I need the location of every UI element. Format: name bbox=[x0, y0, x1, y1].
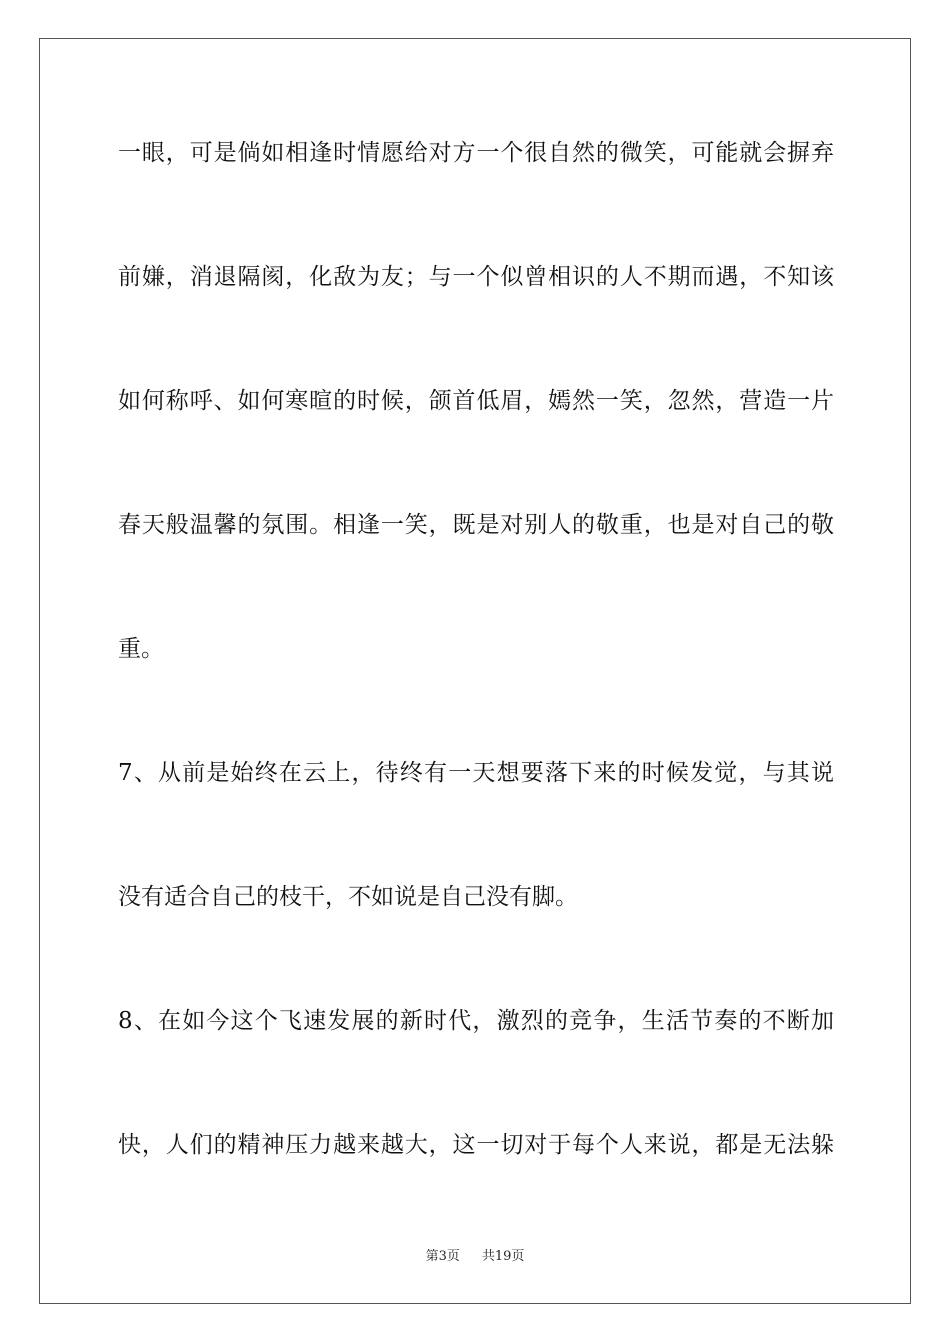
body-text-line: 7、从前是始终在云上，待终有一天想要落下来的时候发觉，与其说 bbox=[118, 760, 834, 786]
body-text-line: 没有适合自己的枝干，不如说是自己没有脚。 bbox=[118, 884, 578, 910]
body-text-line: 8、在如今这个飞速发展的新时代，激烈的竞争，生活节奏的不断加 bbox=[118, 1008, 834, 1034]
body-text-line: 如何称呼、如何寒暄的时候，颌首低眉，嫣然一笑，忽然，营造一片 bbox=[118, 388, 834, 414]
body-text-line: 前嫌，消退隔阂，化敌为友；与一个似曾相识的人不期而遇，不知该 bbox=[118, 264, 834, 290]
page-footer bbox=[0, 1248, 950, 1266]
body-text-line: 春天般温馨的氛围。相逢一笑，既是对别人的敬重，也是对自己的敬 bbox=[118, 512, 834, 538]
page-number: 第3页 bbox=[425, 1249, 460, 1264]
body-text-line: 快，人们的精神压力越来越大，这一切对于每个人来说，都是无法躲 bbox=[118, 1132, 834, 1158]
page-total: 共19页 bbox=[481, 1249, 525, 1264]
body-text-line: 一眼，可是倘如相逢时情愿给对方一个很自然的微笑，可能就会摒弃 bbox=[118, 140, 834, 166]
page-border bbox=[39, 38, 911, 1304]
body-text-line: 重。 bbox=[118, 636, 164, 662]
